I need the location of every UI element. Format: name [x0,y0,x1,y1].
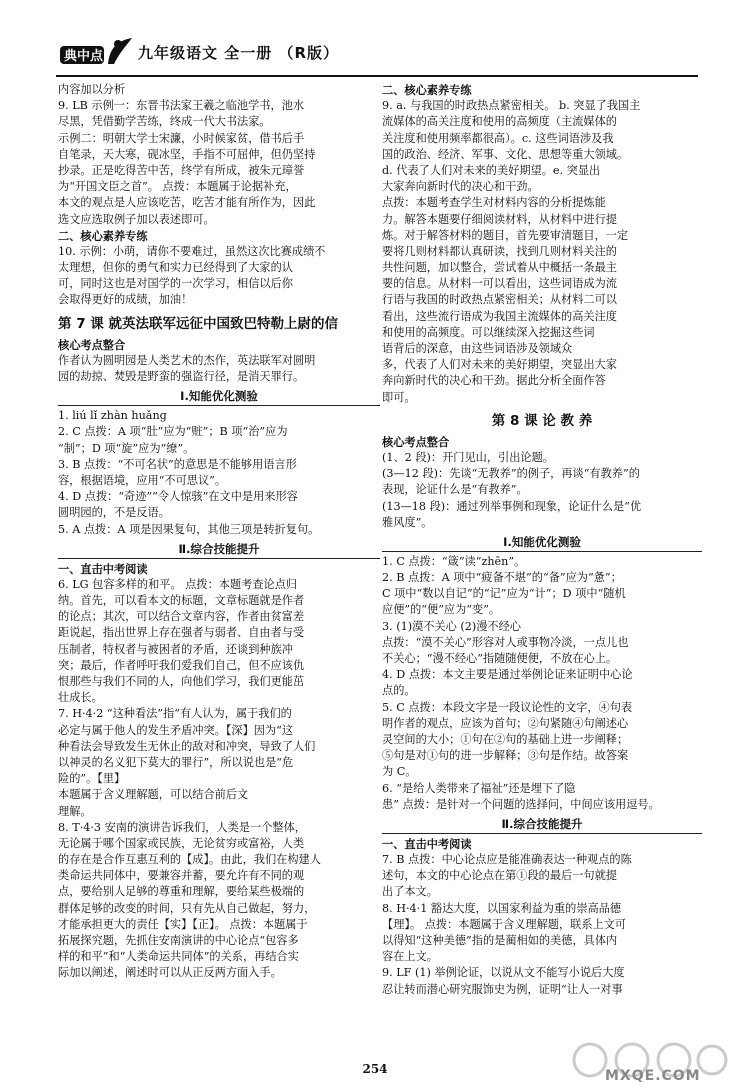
text-line: 6. “是给人类带来了福祉”还是埋下了隐 [382,781,576,795]
page-header [0,0,750,82]
text-line: 园的劫掠、焚毁是野蛮的强盗行径，是消天罪行。 [58,370,305,384]
text-line: 无论属于哪个国家或民族，无论贫穷或富裕，人类 [58,836,305,850]
text-line: 必定与属于他人的发生矛盾冲突。【深】因为“这 [58,723,294,737]
text-line: 不关心；“漫不经心”指随随便便，不放在心上。 [382,652,618,666]
text-line: 险的”。【里】 [58,772,126,786]
text-line: 要的信息。从材料一可以看出，这些词语成为流 [382,277,617,291]
text-line: 内容加以分析 [58,83,126,96]
text-line: C 项中“数以自记”的“记”应为“计”；D 项中“随机 [382,587,626,601]
text-line: 自笔录，天大寒，砚冰坚，手指不可屈伸，但仍坚持 [58,147,316,161]
text-line: 表现，论证什么是“有教养”。 [382,483,528,497]
text-line: 际加以阐述，阐述时可以从正反两方面入手。 [58,966,282,980]
text-line: 抄录。正是吃得苦中苦，终学有所成，被朱元璋誉 [58,163,305,177]
text-line: d. 代表了人们对未来的美好期望。e. 突显出 [382,163,601,177]
text-line: 国的政治、经济、军事、文化、思想等重大领域。 [382,147,629,161]
text-line: 10. 示例：小萌，请你不要难过，虽然这次比赛成绩不 [58,244,326,258]
core-heading: 核心考点整合 [382,434,450,449]
text-line: 8. H·4·1 豁达大度，以国家利益为重的崇高品德 [382,901,622,915]
text-line: 力。解答本题要仔细阅读材料，从材料中进行提 [382,212,617,226]
text-line: ⑤句是对①句的进一步解释；③句是作结。故答案 [382,749,629,763]
text-line: 作者认为圆明园是人类艺术的杰作，英法联军对圆明 [58,353,316,367]
text-line: 2. B 点拨：A 项中“疲备不堪”的“备”应为“惫”； [382,571,622,585]
text-line: 4. D 点拨：“奇迹”“令人惊骇”在文中是用来形容 [58,490,298,504]
text-line: 9. LF (1) 举例论证，以说从文不能写小说后大度 [382,966,625,980]
text-line: 容，根据语境，应用“不可思议”。 [58,473,227,487]
text-line: 【理】。 点拨：本题属于含义理解题，联系上文可 [382,917,627,931]
section-heading-knowledge: Ⅰ.知能优化测验 [382,533,702,552]
text-line: 多，代表了人们对未来的美好期望，突显出大家 [382,358,617,372]
text-line: 雅风度”。 [382,515,433,529]
text-line: 才能承担更大的责任【实】【正】。 点拨：本题属于 [58,917,308,931]
text-line: 9. LB 示例一：东晋书法家王羲之临池学书，池水 [58,99,305,113]
text-line: 拓展探究题，先抓住安南演讲的中心论点“包容多 [58,934,299,948]
subsection-heading: 一、直击中考阅读 [58,561,148,576]
text-line: 会取得更好的成绩，加油！ [58,293,193,307]
text-line: 压制者，特权者与被困者的矛盾，还谈到种族冲 [58,642,293,656]
text-line: 纳。首先，可以看本文的标题，文章标题就是作者 [58,594,305,608]
text-line: 大家奔向新时代的决心和干劲。 [382,180,539,194]
text-line: 出了本文。 [382,885,438,899]
text-line: 示例二：明朝大学士宋濂，小时候家贫，借书后手 [58,131,305,145]
text-line: 4. D 点拨：本文主要是通过举例论证来证明中心论 [382,668,633,682]
text-line: 灵空间的大小；①句在②句的基础上进一步阐释； [382,732,629,746]
text-line: 7. H·4·2 “这种看法”指“有人认为，属于我们的 [58,707,292,721]
subsection-heading: 一、直击中考阅读 [382,836,472,851]
section-heading-knowledge: Ⅰ.知能优化测验 [58,387,380,406]
text-line: 距说起，指出世界上存在强者与弱者、自由者与受 [58,626,305,640]
left-column [58,82,380,982]
text-line: 点拨：本题考查学生对材料内容的分析提炼能 [382,196,606,210]
text-line: 样的和平”和“人类命运共同体”的关系，再结合实 [58,950,299,964]
core-heading: 核心考点整合 [58,337,126,352]
text-line: 关注度和使用频率都很高）。c. 这些词语涉及我 [382,131,614,145]
text-line: 以神灵的名义犯下莫大的罪行”，所以说也是“危 [58,755,294,769]
text-line: 类命运共同体中，要兼容并蓄，要允许有不同的观 [58,869,305,883]
text-line: 流媒体的高关注度和使用的高频度（主流媒体的 [382,115,617,129]
text-line: 点的。 [382,684,416,698]
right-column [382,82,702,998]
text-line: 容在上文。 [382,950,438,964]
text-line: 共性问题，加以整合，尝试着从中概括一条最主 [382,261,617,275]
text-line: 壮成长。 [58,691,103,705]
text-line: (3—12 段)：先谈“无教养”的例子，再谈“有教养”的 [382,467,640,481]
book-logo-icon [58,34,136,68]
text-line: 的存在是合作互惠互利的【成】。由此，我们在构建人 [58,853,321,867]
header-divider [56,75,698,77]
svg-text:典中点: 典中点 [64,49,104,64]
subsection-heading: 二、核心素养专练 [58,228,148,243]
text-line: 语背后的深意，由这些词语涉及领域众 [382,342,573,356]
text-line: 患” 点拨：是针对一个问题的选择问，中间应该用逗号。 [382,797,660,811]
text-line: (13—18 段)：通过列举事例和现象，论证什么是“优 [382,499,642,513]
text-line: 应便”的“便”应为“变”。 [382,603,501,617]
text-line: 和使用的高频度。可以继续深入挖掘这些词 [382,325,595,339]
text-line: 3. (1)漠不关心 (2)漫不经心 [382,619,521,633]
text-line: 点拨：“漠不关心”形容对人或事物冷淡，一点儿也 [382,635,629,649]
watermark-text: MXQE.COM [605,1068,701,1084]
text-line: 尽黑，凭借勤学苦练，终成一代大书法家。 [58,115,271,129]
text-line: 5. C 点拨：本段文字是一段议论性的文字，④句表 [382,700,633,714]
text-line: 太理想，但你的勇气和实力已经得到了大家的认 [58,261,293,275]
text-line: 种看法会导致发生无休止的敌对和冲突，导致了人们 [58,739,316,753]
text-line: 点，要给别人足够的尊重和理解，要给某些极端的 [58,885,305,899]
text-line: 即可。 [382,390,416,404]
text-line: 看出，这些流行语成为我国主流媒体的高关注度 [382,309,617,323]
lesson-7-title: 第 7 课 就英法联军远征中国致巴特勒上尉的信 [58,315,338,332]
section-heading-skills: Ⅱ.综合技能提升 [382,815,702,834]
text-line: 5. A 点拨：A 项是因果复句，其他三项是转折复句。 [58,522,320,536]
page-number: 254 [362,1062,388,1076]
lesson-8-title: 第 8 课 论 教 养 [491,412,593,429]
text-line: 群体足够的改变的时间，只有先从自己做起，努力， [58,901,316,915]
text-line: 行语与我国的时政热点紧密相关；从材料二可以 [382,293,617,307]
text-line: “制”；D 项“旋”应为“缭”。 [58,441,195,455]
text-line: 突；最后，作者呼吁我们爱我们自己，但不应该仇 [58,658,305,672]
text-line: 炼。对于解答材料的题目，首先要审清题目，一定 [382,228,629,242]
text-line: 恨那些与我们不同的人，向他们学习，我们更能茁 [58,675,305,689]
text-line: 明作者的观点，应该为首句；②句紧随④句阐述心 [382,716,629,730]
text-line: 3. B 点拨：“不可名状”的意思是不能够用语言形 [58,457,297,471]
text-line: 8. T·4·3 安南的演讲告诉我们，人类是一个整体， [58,820,306,834]
subsection-heading: 二、核心素养专练 [382,83,472,97]
text-line: 可，同时这也是对国学的一次学习，相信以后你 [58,277,293,291]
text-line: 述句，本文的中心论点在第①段的最后一句就提 [382,869,617,883]
text-line: (1、2 段)：开门见山，引出论题。 [382,450,554,464]
text-line: 理解。 [58,804,92,818]
text-line: 1. C 点拨：“箴”读“zhēn”。 [382,554,526,568]
text-line: 本文的观点是人应该吃苦，吃苦才能有所作为，因此 [58,196,316,210]
text-line: 本题属于含义理解题，可以结合前后文 [58,788,249,802]
text-line: 奔向新时代的决心和干劲。据此分析全面作答 [382,374,606,388]
text-line: 9. a. 与我国的时政热点紧密相关。 b. 突显了我国主 [382,99,641,113]
text-line: 忍让转而潜心研究服饰史为例，证明“让人一对事 [382,982,623,996]
text-line: 以得知“这种美德”指的是蔺相如的美德，具体内 [382,934,618,948]
text-line: 7. B 点拨：中心论点应是能准确表达一种观点的陈 [382,853,632,867]
text-line: 圆明园的，不是反语。 [58,506,170,520]
text-line: 6. LG 包容多样的和平。 点拨：本题考查论点归 [58,577,298,591]
text-line: 2. C 点拨：A 项“肚”应为“赃”；B 项“治”应为 [58,425,288,439]
text-line: 选文应选取例子加以表述即可。 [58,212,215,226]
text-line: 为“开国文臣之首”。 点拨：本题属于论据补充， [58,180,297,194]
section-heading-skills: Ⅱ.综合技能提升 [58,540,380,559]
text-line: 1. liú lǐ zhàn huǎng [58,409,167,423]
text-line: 的论点；其次，可以结合文章内容，作者由贫富差 [58,610,305,624]
text-line: 要将几则材料都认真研读，找到几则材料关注的 [382,244,617,258]
text-line: 为 C。 [382,765,417,779]
book-title: 九年级语文 全一册 （R版） [138,44,339,62]
